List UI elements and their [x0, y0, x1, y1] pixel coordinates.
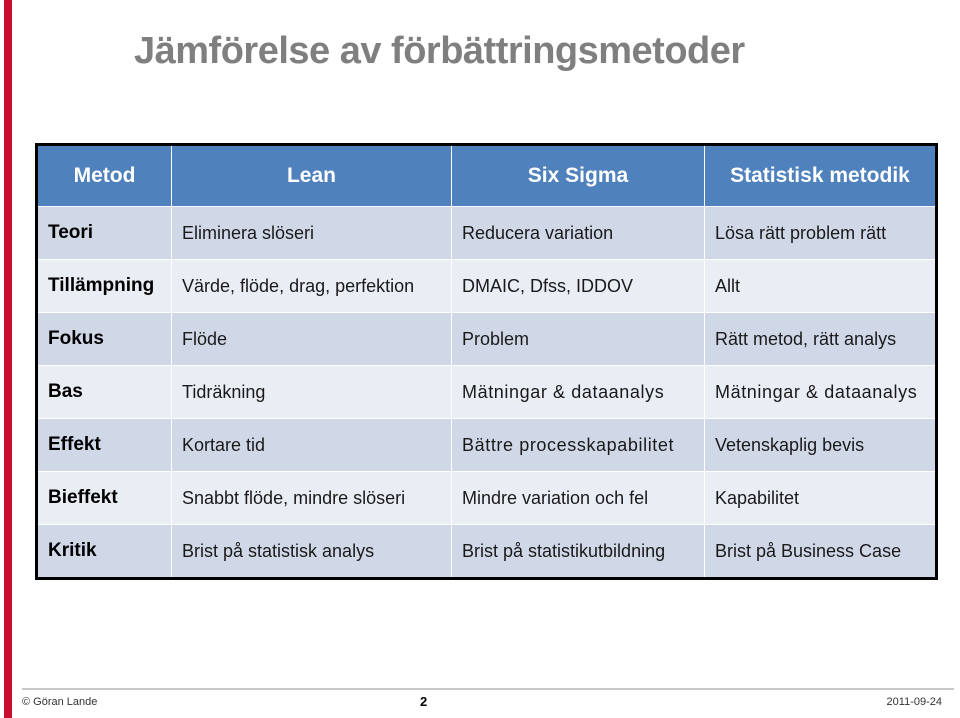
cell-six-sigma: Mätningar & dataanalys — [452, 366, 705, 419]
cell-statistisk: Vetenskaplig bevis — [705, 419, 937, 472]
row-label-tillampning: Tillämpning — [37, 260, 172, 313]
cell-six-sigma: DMAIC, Dfss, IDDOV — [452, 260, 705, 313]
header-metod: Metod — [37, 145, 172, 207]
header-six-sigma: Six Sigma — [452, 145, 705, 207]
cell-lean: Brist på statistisk analys — [172, 525, 452, 579]
cell-statistisk: Kapabilitet — [705, 472, 937, 525]
table-header-row — [37, 145, 937, 207]
row-label-bieffekt: Bieffekt — [37, 472, 172, 525]
row-label-kritik: Kritik — [37, 525, 172, 579]
cell-lean: Tidräkning — [172, 366, 452, 419]
cell-lean: Eliminera slöseri — [172, 207, 452, 260]
row-label-effekt: Effekt — [37, 419, 172, 472]
cell-statistisk: Rätt metod, rätt analys — [705, 313, 937, 366]
row-label-fokus: Fokus — [37, 313, 172, 366]
slide-title: Jämförelse av förbättringsmetoder — [134, 30, 745, 72]
cell-six-sigma: Problem — [452, 313, 705, 366]
page-number: 2 — [420, 694, 428, 709]
cell-statistisk: Mätningar & dataanalys — [705, 366, 937, 419]
table-row — [37, 313, 937, 366]
footer-date: 2011-09-24 — [886, 696, 942, 708]
cell-six-sigma: Mindre variation och fel — [452, 472, 705, 525]
footer-divider — [22, 688, 954, 690]
table-row — [37, 366, 937, 419]
header-statistisk-metodik: Statistisk metodik — [705, 145, 937, 207]
cell-lean: Flöde — [172, 313, 452, 366]
header-lean: Lean — [172, 145, 452, 207]
table-row — [37, 260, 937, 313]
row-label-bas: Bas — [37, 366, 172, 419]
cell-statistisk: Lösa rätt problem rätt — [705, 207, 937, 260]
footer-copyright: © Göran Lande — [22, 696, 98, 708]
cell-lean: Snabbt flöde, mindre slöseri — [172, 472, 452, 525]
cell-lean: Värde, flöde, drag, perfektion — [172, 260, 452, 313]
comparison-table — [35, 143, 938, 580]
table-row — [37, 525, 937, 579]
cell-six-sigma: Bättre processkapabilitet — [452, 419, 705, 472]
cell-six-sigma: Reducera variation — [452, 207, 705, 260]
cell-six-sigma: Brist på statistikutbildning — [452, 525, 705, 579]
left-accent-bar — [4, 0, 12, 718]
row-label-teori: Teori — [37, 207, 172, 260]
table-row — [37, 419, 937, 472]
cell-statistisk: Allt — [705, 260, 937, 313]
table-row — [37, 472, 937, 525]
table-row — [37, 207, 937, 260]
cell-statistisk: Brist på Business Case — [705, 525, 937, 579]
cell-lean: Kortare tid — [172, 419, 452, 472]
